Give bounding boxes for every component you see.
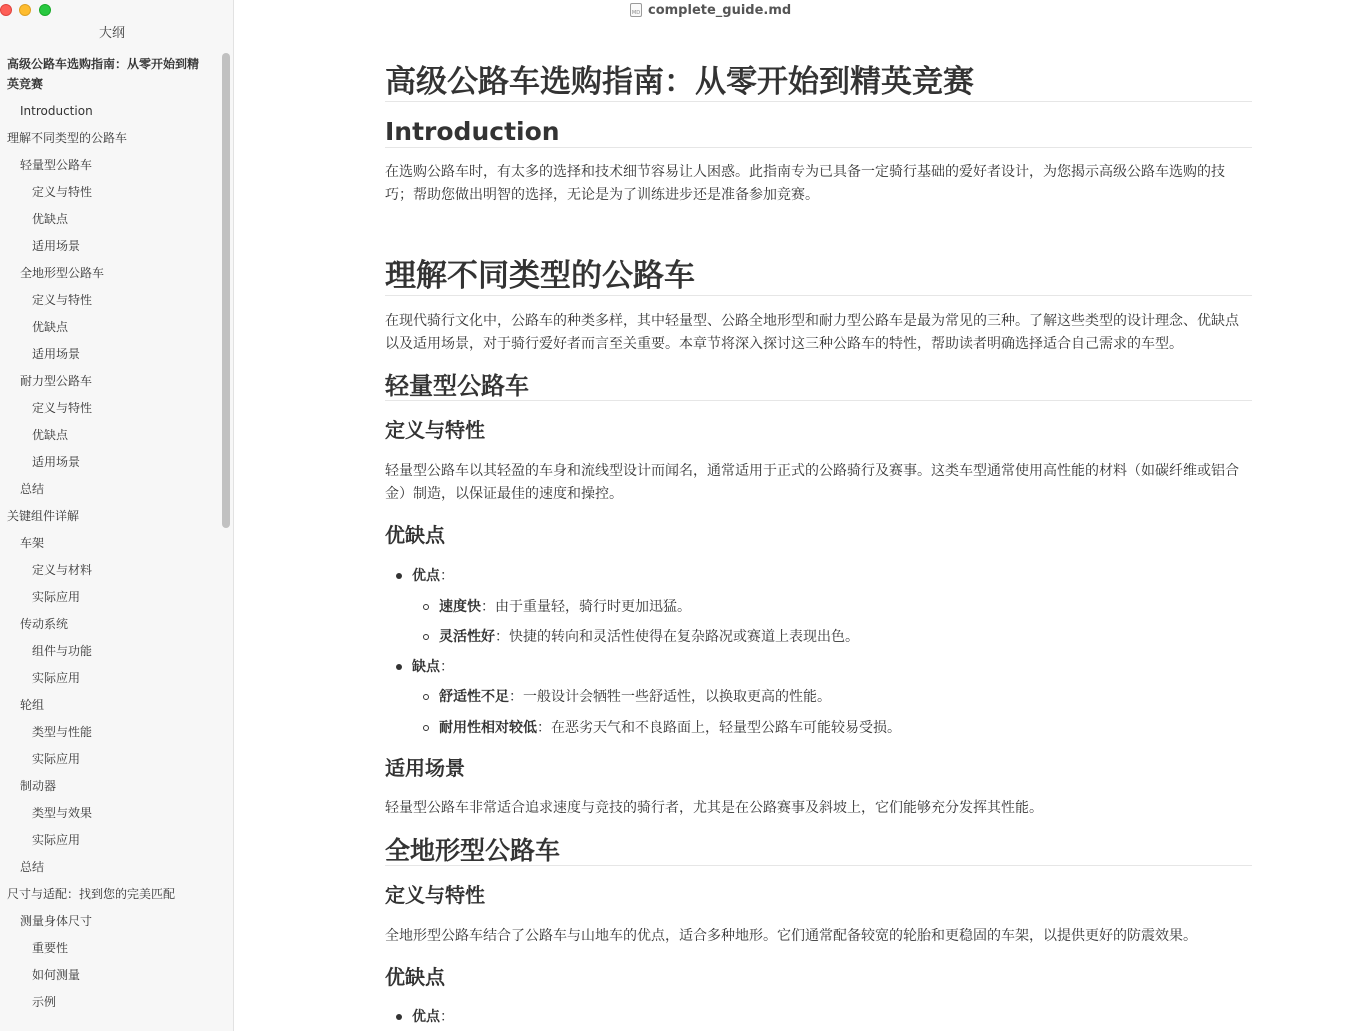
outline-item[interactable]: 定义与材料 [32,563,93,577]
outline-item[interactable]: 高级公路车选购指南：从零开始到精英竞赛 [7,57,200,91]
con-title: 耐用性相对较低 [439,720,537,736]
outline-item[interactable]: 类型与效果 [32,806,93,820]
bullet-ring [423,604,429,610]
outline-item[interactable]: 全地形型公路车 [20,266,105,280]
outline-item[interactable]: 轮组 [20,698,45,712]
pro-title: 灵活性好 [439,629,495,645]
outline-item[interactable]: 如何测量 [32,968,81,982]
colon: ： [537,720,551,736]
outline-item[interactable]: 优缺点 [32,212,69,226]
pros-label: 优点 [412,568,440,584]
sidebar-scrollbar-thumb[interactable] [222,53,230,528]
colon: ： [440,568,454,584]
light-definition-paragraph: 轻量型公路车以其轻盈的车身和流线型设计而闻名，通常适用于正式的公路骑行及赛事。这类车型通常使用高性能的材料（如碳纤维或铝合金）制造，以保证最佳的速度和操控。 [385,463,1239,502]
sidebar-title: 大纲 [98,26,125,41]
outline-item[interactable]: 实际应用 [32,671,81,685]
heading-allterrain-definition: 定义与特性 [385,883,485,907]
outline-item[interactable]: 组件与功能 [32,644,93,658]
list-item-con-durability [439,718,901,738]
markdown-file-icon: MD [630,3,642,17]
outline-item[interactable]: 定义与特性 [32,401,93,415]
outline-item[interactable]: 理解不同类型的公路车 [7,131,128,145]
outline-sidebar [0,0,234,1031]
outline-item[interactable]: 耐力型公路车 [20,374,93,388]
colon: ： [509,689,523,705]
outline-item[interactable]: 定义与特性 [32,293,93,307]
bullet-ring [423,694,429,700]
con-text: 一般设计会牺牲一些舒适性，以换取更高的性能。 [523,689,831,705]
bullet-ring [423,634,429,640]
pro-title: 速度快 [439,599,481,615]
colon: ： [495,629,509,645]
intro-paragraph: 在选购公路车时，有太多的选择和技术细节容易让人困惑。此指南专为已具备一定骑行基础的爱好者设计，为您揭示高级公路车选购的技巧；帮助您做出明智的选择，无论是为了训练进步还是准备参加竞赛。 [385,164,1225,203]
outline-item[interactable]: 尺寸与适配：找到您的完美匹配 [7,887,176,901]
heading-light-definition: 定义与特性 [385,418,485,442]
colon: ： [440,1009,454,1025]
outline-item[interactable]: 轻量型公路车 [20,158,93,172]
list-item-pros [412,566,454,586]
outline-item[interactable]: 适用场景 [32,347,81,361]
outline-item[interactable]: 总结 [20,860,45,874]
heading-introduction: Introduction [385,115,1252,148]
pros-label: 优点 [412,1009,440,1025]
outline-list [0,54,218,1020]
cons-label: 缺点 [412,659,440,675]
heading-light-pros-cons: 优缺点 [385,523,445,547]
outline-item[interactable]: 适用场景 [32,455,81,469]
pro-text: 快捷的转向和灵活性使得在复杂路况或赛道上表现出色。 [509,629,859,645]
list-item-allterrain-pros [412,1007,454,1027]
outline-item[interactable]: 类型与性能 [32,725,93,739]
heading-allterrain-pros-cons: 优缺点 [385,965,445,989]
outline-item[interactable]: 重要性 [32,941,69,955]
list-item-pro-agility [439,627,859,647]
close-window-button[interactable] [0,4,12,16]
outline-item[interactable]: 传动系统 [20,617,69,631]
outline-item[interactable]: 实际应用 [32,590,81,604]
list-item-con-comfort [439,687,831,707]
minimize-window-button[interactable] [19,4,31,16]
outline-item[interactable]: 测量身体尺寸 [20,914,93,928]
heading-lightweight: 轻量型公路车 [385,371,1252,401]
outline-item[interactable]: 总结 [20,482,45,496]
bullet-dot [396,573,402,579]
outline-item[interactable]: 优缺点 [32,428,69,442]
bullet-dot [396,664,402,670]
outline-item[interactable]: 定义与特性 [32,185,93,199]
allterrain-definition-paragraph: 全地形型公路车结合了公路车与山地车的优点，适合多种地形。它们通常配备较宽的轮胎和更稳固的车架，以提供更好的防震效果。 [385,928,1197,944]
window-title [630,2,791,18]
outline-item[interactable]: 实际应用 [32,833,81,847]
doc-title: 高级公路车选购指南：从零开始到精英竞赛 [385,62,1252,102]
zoom-window-button[interactable] [39,4,51,16]
window-title-text: complete_guide.md [648,2,792,18]
outline-item[interactable]: Introduction [20,104,93,118]
pro-text: 由于重量轻，骑行时更加迅猛。 [495,599,691,615]
heading-light-use-cases: 适用场景 [385,756,465,780]
outline-item[interactable]: 示例 [32,995,57,1009]
outline-item[interactable]: 适用场景 [32,239,81,253]
outline-item[interactable]: 关键组件详解 [7,509,80,523]
bullet-ring [423,725,429,731]
outline-item[interactable]: 制动器 [20,779,57,793]
con-text: 在恶劣天气和不良路面上，轻量型公路车可能较易受损。 [551,720,901,736]
list-item-pro-speed [439,597,691,617]
con-title: 舒适性不足 [439,689,509,705]
light-use-paragraph: 轻量型公路车非常适合追求速度与竞技的骑行者，尤其是在公路赛事及斜坡上，它们能够充分发挥其性能。 [385,800,1043,816]
outline-item[interactable]: 实际应用 [32,752,81,766]
heading-all-terrain: 全地形型公路车 [385,835,1252,866]
types-paragraph: 在现代骑行文化中，公路车的种类多样，其中轻量型、公路全地形型和耐力型公路车是最为常见的三种。了解这些类型的设计理念、优缺点以及适用场景，对于骑行爱好者而言至关重要。本章节将深入探讨这三种公路车的特性，帮助读者明确选择适合自己需求的车型。 [385,313,1239,352]
outline-item[interactable]: 车架 [20,536,45,550]
heading-types: 理解不同类型的公路车 [385,256,1252,296]
colon: ： [481,599,495,615]
bullet-dot [396,1014,402,1020]
outline-item[interactable]: 优缺点 [32,320,69,334]
colon: ： [440,659,454,675]
list-item-cons [412,657,454,677]
